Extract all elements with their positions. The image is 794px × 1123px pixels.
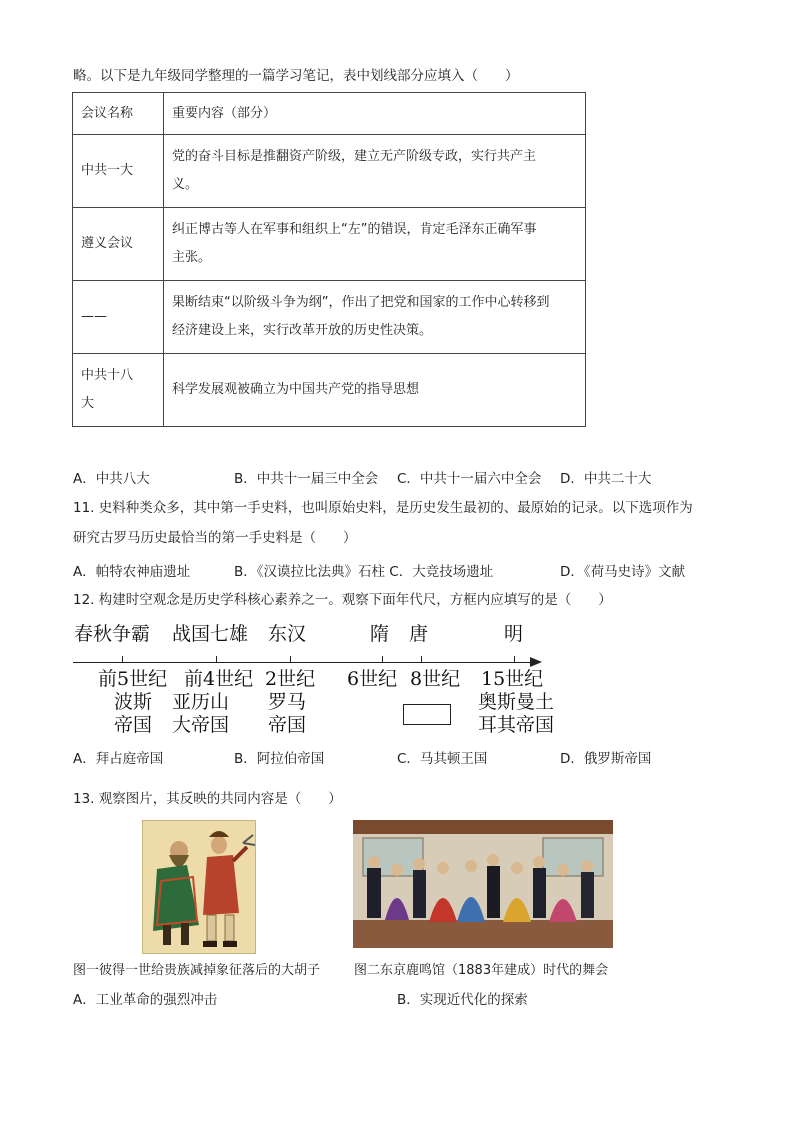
q12-option-b[interactable]: B．阿拉伯帝国 [234,751,325,767]
meeting-content-line: 经济建设上来，实行改革开放的历史性决策。 [172,323,433,338]
q13-option-b[interactable]: B．实现近代化的探索 [397,992,528,1008]
timeline-empire-line1: 亚历山 [172,691,230,713]
timeline-top-label: 东汉 [268,623,307,645]
meeting-content-line: 党的奋斗目标是推翻资产阶级，建立无产阶级专政，实行共产主 [172,149,537,164]
table-row [73,208,586,281]
table-header-content: 重要内容（部分） [164,93,586,135]
timeline-empire-line1: 波斯 [114,691,153,713]
timeline-empire-line2: 大帝国 [172,714,230,736]
q11-option-bc[interactable]: B．《汉谟拉比法典》石柱 C．大竞技场遗址 [234,564,494,580]
timeline-empire-line2: 耳其帝国 [478,714,555,736]
timeline-empire-line1: 奥斯曼土 [478,691,555,713]
q10-option-a[interactable]: A．中共八大 [73,471,150,487]
timeline-tick [216,656,217,663]
meeting-content-line: 主张。 [172,250,212,265]
q11-stem-line2: 研究古罗马历史最恰当的第一手史料是（ ） [73,530,357,546]
meeting-content: 科学发展观被确立为中国共产党的指导思想 [164,354,586,427]
timeline-axis [73,662,533,663]
q12-option-a[interactable]: A．拜占庭帝国 [73,751,164,767]
figure-1-image [142,820,256,954]
timeline-tick [382,656,383,663]
timeline-arrow-icon [530,657,542,667]
timeline-tick [514,656,515,663]
timeline-date: 15世纪 [481,668,544,690]
q11-stem-line1: 11. 史料种类众多，其中第一手史料，也叫原始史料，是历史发生最初的、最原始的记录。以下选项作为 [73,500,693,516]
timeline-date: 6世纪 [347,668,398,690]
q13-stem: 13. 观察图片，其反映的共同内容是（ ） [73,791,342,807]
timeline-top-label: 战国七雄 [172,623,249,645]
q12-option-d[interactable]: D．俄罗斯帝国 [560,751,652,767]
timeline-top-label: 隋 [370,623,390,645]
study-notes-table [72,92,586,427]
meeting-name-line: 大 [81,396,95,411]
timeline-empire-line2: 帝国 [114,714,153,736]
meeting-name [73,354,164,427]
q10-stem: 略。以下是九年级同学整理的一篇学习笔记，表中划线部分应填入（ ） [73,68,519,84]
q10-option-b[interactable]: B．中共十一届三中全会 [234,471,379,487]
timeline-top-label: 春秋争霸 [74,623,151,645]
timeline-tick [122,656,123,663]
meeting-content [164,281,586,354]
table-header-meeting: 会议名称 [73,93,164,135]
table-header-row [73,93,586,135]
figure-2-caption: 图二东京鹿鸣馆（1883年建成）时代的舞会 [354,963,609,978]
timeline-tick [290,656,291,663]
figure-1-caption: 图一彼得一世给贵族减掉象征落后的大胡子 [73,963,321,978]
q11-option-a[interactable]: A．帕特农神庙遗址 [73,564,191,580]
meeting-content-line: 果断结束“以阶级斗争为纲”，作出了把党和国家的工作中心转移到 [172,295,550,310]
timeline-empire-line2: 帝国 [268,714,307,736]
figure-2-image [353,820,613,948]
meeting-name-blank: —— [73,281,164,354]
meeting-content [164,208,586,281]
meeting-content [164,135,586,208]
figure-1-illustration [143,821,255,953]
q13-option-a[interactable]: A．工业革命的强烈冲击 [73,992,218,1008]
timeline-top-label: 唐 [409,623,429,645]
meeting-name: 遵义会议 [73,208,164,281]
table-row [73,281,586,354]
timeline-date: 8世纪 [410,668,461,690]
timeline-date: 前5世纪 [98,668,168,690]
q10-option-c[interactable]: C．中共十一届六中全会 [397,471,542,487]
meeting-name-line: 中共十八 [81,368,134,383]
meeting-content-line: 纠正博古等人在军事和组织上“左”的错误，肯定毛泽东正确军事 [172,222,537,237]
q12-stem: 12. 构建时空观念是历史学科核心素养之一。观察下面年代尺，方框内应填写的是（ ） [73,592,612,608]
timeline-tick [421,656,422,663]
q10-option-d[interactable]: D．中共二十大 [560,471,652,487]
timeline-top-label: 明 [504,623,524,645]
figure-2-illustration [353,820,613,948]
meeting-name: 中共一大 [73,135,164,208]
timeline-answer-box [403,704,451,725]
q11-option-d[interactable]: D．《荷马史诗》文献 [560,564,686,580]
meeting-content-line: 义。 [172,177,199,192]
q12-option-c[interactable]: C．马其顿王国 [397,751,488,767]
timeline-date: 2世纪 [265,668,316,690]
timeline-date: 前4世纪 [184,668,254,690]
table-row [73,354,586,427]
table-row [73,135,586,208]
timeline-empire-line1: 罗马 [268,691,307,713]
